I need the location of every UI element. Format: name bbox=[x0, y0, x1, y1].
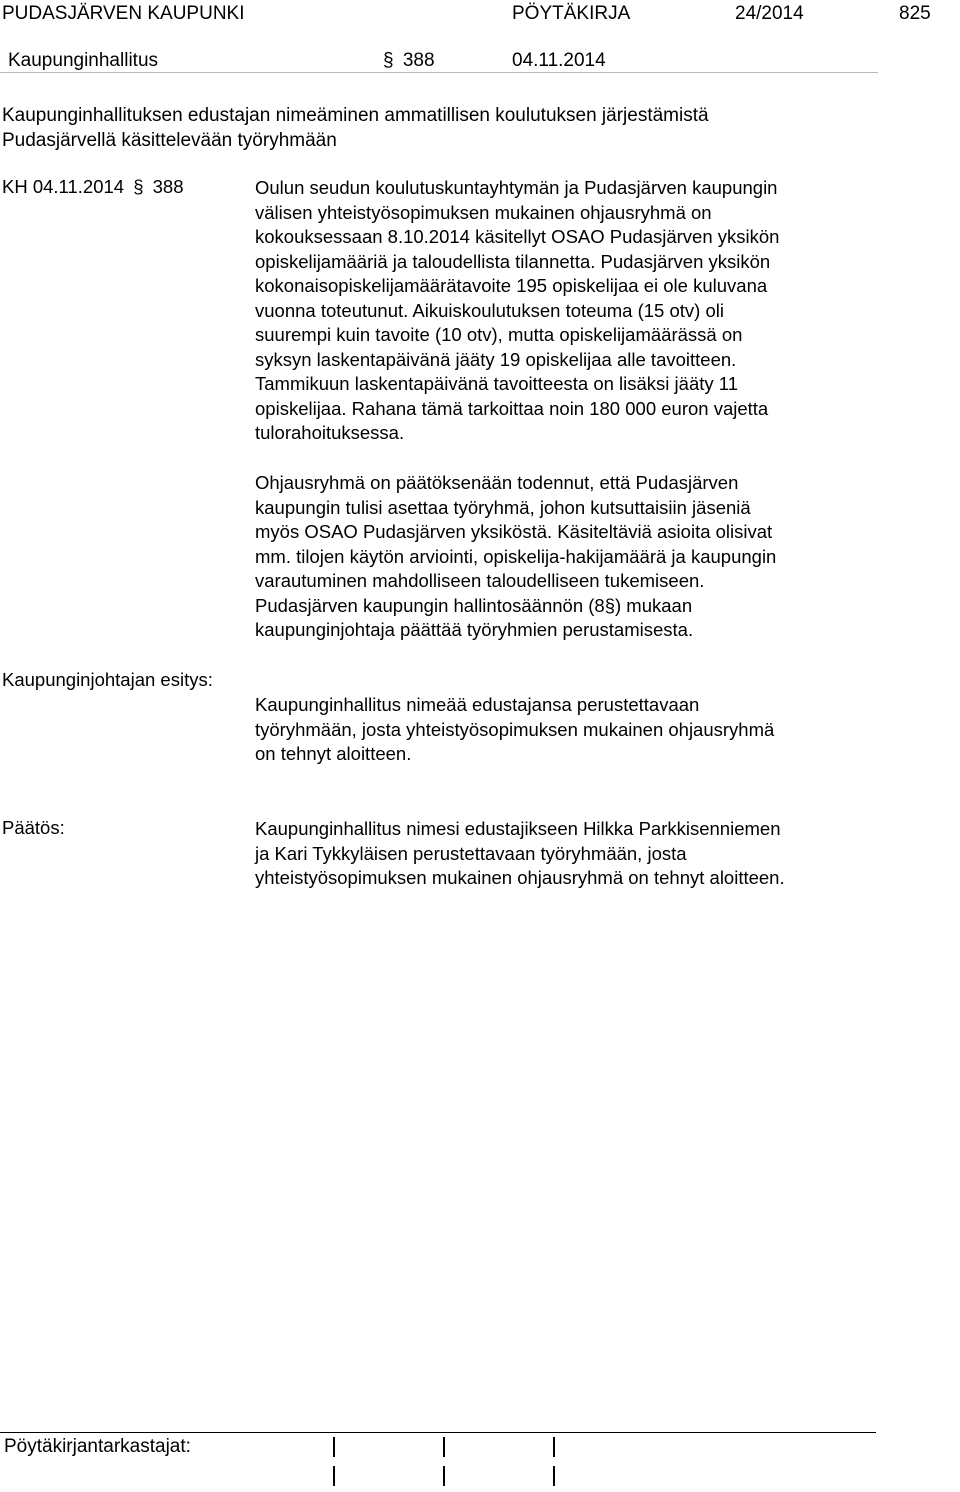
paragraph-steering-group bbox=[255, 471, 875, 643]
section-symbol: § bbox=[133, 176, 144, 197]
header-doc-type: PÖYTÄKIRJA bbox=[512, 3, 631, 24]
text-line: kokonaisopiskelijamäärätavoite 195 opiskelijaa ei ole kuluvana bbox=[255, 275, 768, 296]
signature-field-divider bbox=[333, 1437, 335, 1457]
reference-label: KH 04.11.2014 bbox=[2, 176, 125, 197]
subheader-body: Kaupunginhallitus bbox=[8, 50, 159, 71]
header-org: PUDASJÄRVEN KAUPUNKI bbox=[2, 3, 245, 24]
paragraph-background bbox=[255, 176, 875, 446]
signature-field-divider bbox=[443, 1437, 445, 1457]
section-symbol: § bbox=[383, 50, 394, 71]
signature-field-divider bbox=[553, 1466, 555, 1486]
text-line: on tehnyt aloitteen. bbox=[255, 743, 412, 764]
meeting-reference bbox=[2, 176, 184, 198]
text-line: kokouksessaan 8.10.2014 käsitellyt OSAO Pudasjärven yksikön bbox=[255, 226, 780, 247]
proposal-label: Kaupunginjohtajan esitys: bbox=[2, 669, 213, 690]
text-line: yhteistyösopimuksen mukainen ohjausryhmä on tehnyt aloitteen. bbox=[255, 867, 785, 888]
subheader-date: 04.11.2014 bbox=[512, 50, 606, 71]
signature-field-divider bbox=[333, 1466, 335, 1486]
text-line: Oulun seudun koulutuskuntayhtymän ja Pudasjärven kaupungin bbox=[255, 177, 778, 198]
title-line: Kaupunginhallituksen edustajan nimeäminen ammatillisen koulutuksen järjestämistä bbox=[2, 105, 709, 126]
text-line: varautuminen mahdolliseen taloudelliseen tukemiseen. bbox=[255, 570, 705, 591]
text-line: Tammikuun laskentapäivänä tavoitteesta on lisäksi jääty 11 bbox=[255, 373, 738, 394]
text-line: opiskelijaa. Rahana tämä tarkoittaa noin 180 000 euron vajetta bbox=[255, 397, 769, 419]
signature-field-divider bbox=[553, 1437, 555, 1457]
text-line: vuonna toteutunut. Aikuiskoulutuksen toteuma (15 otv) oli bbox=[255, 299, 724, 321]
text-line: syksyn laskentapäivänä jääty 19 opiskelijaa alle tavoitteen. bbox=[255, 348, 737, 370]
proposal-text bbox=[255, 693, 875, 767]
text-line: kaupungin tulisi asettaa työryhmä, johon kutsuttaisiin jäseniä bbox=[255, 496, 751, 518]
text-line: työryhmään, josta yhteistyösopimuksen mukainen ohjausryhmä bbox=[255, 718, 775, 740]
section-number: 388 bbox=[152, 176, 184, 197]
header-doc-number: 24/2014 bbox=[735, 3, 804, 24]
decision-text bbox=[255, 817, 875, 891]
text-line: Ohjausryhmä on päätöksenään todennut, että Pudasjärven bbox=[255, 472, 739, 493]
text-line: myös OSAO Pudasjärven yksiköstä. Käsiteltäviä asioita olisivat bbox=[255, 521, 773, 542]
text-line: välisen yhteistyösopimuksen mukainen ohjausryhmä on bbox=[255, 201, 712, 223]
text-line: suurempi kuin tavoite (10 otv), mutta opiskelijamäärässä on bbox=[255, 324, 743, 345]
text-line: ja Kari Tykkyläisen perustettavaan työryhmään, josta bbox=[255, 842, 687, 864]
text-line: kaupunginjohtaja päättää työryhmien perustamisesta. bbox=[255, 619, 694, 640]
header-rule bbox=[0, 72, 878, 73]
footer-reviewers-label: Pöytäkirjantarkastajat: bbox=[4, 1436, 191, 1457]
text-line: tulorahoituksessa. bbox=[255, 422, 405, 443]
text-line: mm. tilojen käytön arviointi, opiskelija-hakijamäärä ja kaupungin bbox=[255, 545, 777, 567]
section-number: 388 bbox=[402, 50, 435, 71]
subheader-section bbox=[383, 50, 435, 72]
text-line: Kaupunginhallitus nimeää edustajansa perustettavaan bbox=[255, 694, 700, 715]
header-page-number: 825 bbox=[899, 3, 931, 24]
text-line: Pudasjärven kaupungin hallintosäännön (8§) mukaan bbox=[255, 594, 693, 616]
text-line: Kaupunginhallitus nimesi edustajikseen Hilkka Parkkisenniemen bbox=[255, 818, 781, 839]
document-title bbox=[2, 103, 709, 153]
footer-rule bbox=[0, 1432, 876, 1433]
signature-field-divider bbox=[443, 1466, 445, 1486]
text-line: opiskelijamääriä ja taloudellista tilannetta. Pudasjärven yksikön bbox=[255, 250, 771, 272]
decision-label: Päätös: bbox=[2, 817, 65, 838]
title-line: Pudasjärvellä käsittelevään työryhmään bbox=[2, 130, 337, 151]
